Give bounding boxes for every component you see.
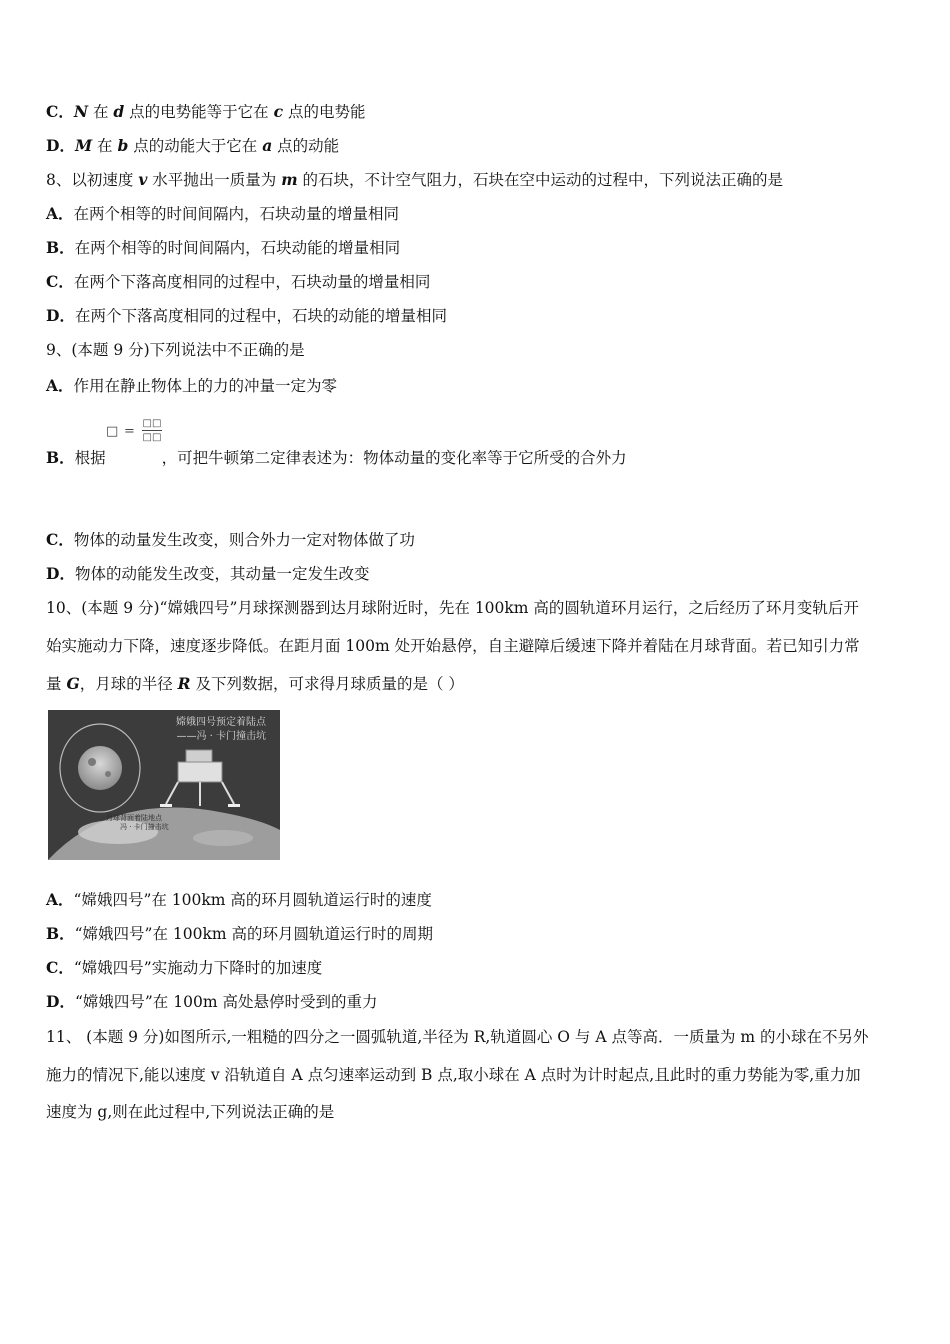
q9-option-c: C．物体的动量发生改变，则合外力一定对物体做了功	[46, 530, 415, 549]
figure-title: 嫦娥四号预定着陆点 ——冯 · 卡门撞击坑	[176, 717, 266, 742]
change-4-lander-figure	[48, 710, 280, 860]
formula-image: □ = □□ □□	[106, 418, 162, 443]
q10-option-c: C．“嫦娥四号”实施动力下降时的加速度	[46, 958, 323, 977]
question-11-line-3: 速度为 g,则在此过程中,下列说法正确的是	[46, 1103, 335, 1121]
question-9: 9、(本题 9 分)下列说法中不正确的是	[46, 341, 305, 359]
question-11-line-2: 施力的情况下,能以速度 v 沿轨道自 A 点匀速率运动到 B 点,取小球在 A 点时为计时起点,且此时的重力势能为零,重力加	[46, 1066, 861, 1084]
moon-globe	[78, 746, 122, 790]
q8-option-c: C．在两个下落高度相同的过程中，石块动量的增量相同	[46, 272, 431, 291]
q8-option-d: D．在两个下落高度相同的过程中，石块的动能的增量相同	[46, 306, 447, 325]
q9-option-d: D．物体的动能发生改变，其动量一定发生改变	[46, 564, 370, 583]
question-10-line-3: 量 G，月球的半径 R 及下列数据，可求得月球质量的是（ ）	[46, 674, 464, 693]
q10-option-d: D．“嫦娥四号”在 100m 高处悬停时受到的重力	[46, 992, 378, 1011]
q8-option-b: B．在两个相等的时间间隔内，石块动能的增量相同	[46, 238, 401, 257]
option-c-prev: C．N 在 d 点的电势能等于它在 c 点的电势能	[46, 102, 366, 121]
q10-option-a: A．“嫦娥四号”在 100km 高的环月圆轨道运行时的速度	[46, 890, 432, 909]
question-11-line-1: 11、 (本题 9 分)如图所示,一粗糙的四分之一圆弧轨道,半径为 R,轨道圆心 O 与 A 点等高．一质量为 m 的小球在不另外	[46, 1028, 869, 1046]
option-d-prev: D．M 在 b 点的动能大于它在 a 点的动能	[46, 136, 340, 155]
question-8: 8、以初速度 v 水平抛出一质量为 m 的石块，不计空气阻力，石块在空中运动的过程中，下列说法正确的是	[46, 170, 784, 189]
figure-caption: 月球背面着陆地点 冯 · 卡门撞击坑	[106, 814, 169, 831]
q9-option-b: B．根据 ，可把牛顿第二定律表述为：物体动量的变化率等于它所受的合外力	[46, 448, 627, 467]
q8-option-a: A．在两个相等的时间间隔内，石块动量的增量相同	[46, 204, 400, 223]
fraction: □□ □□	[142, 418, 162, 443]
question-10-line-2: 始实施动力下降，速度逐步降低。在距月面 100m 处开始悬停，自主避障后缓速下降并着陆在月球背面。若已知引力常	[46, 637, 860, 655]
question-10-line-1: 10、(本题 9 分)“嫦娥四号”月球探测器到达月球附近时，先在 100km 高的圆轨道环月运行，之后经历了环月变轨后开	[46, 599, 859, 617]
q9-option-a: A．作用在静止物体上的力的冲量一定为零	[46, 376, 338, 395]
q10-option-b: B．“嫦娥四号”在 100km 高的环月圆轨道运行时的周期	[46, 924, 433, 943]
